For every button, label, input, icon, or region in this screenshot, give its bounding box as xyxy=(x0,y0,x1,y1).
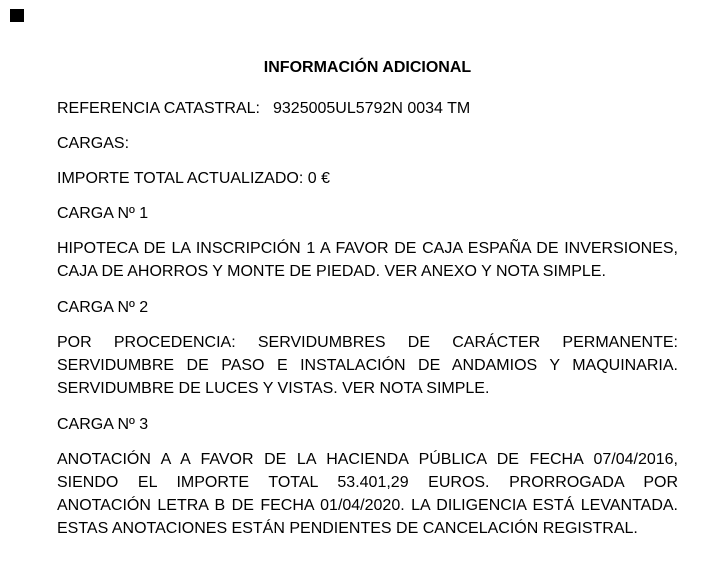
carga-2-description xyxy=(57,331,678,400)
document-page xyxy=(57,56,678,553)
carga-block-2 xyxy=(57,296,678,400)
referencia-catastral-value: 9325005UL5792N 0034 TM xyxy=(273,100,471,117)
importe-total-line: IMPORTE TOTAL ACTUALIZADO: 0 € xyxy=(57,170,330,187)
carga-1-description xyxy=(57,237,678,283)
paragraph-line: SERVIDUMBRE DE PASO E INSTALACIÓN DE ANDAMIOS Y MAQUINARIA. xyxy=(57,357,678,374)
referencia-catastral-label: REFERENCIA CATASTRAL: xyxy=(57,100,260,117)
paragraph-line: ANOTACIÓN LETRA B DE FECHA 01/04/2020. LA DILIGENCIA ESTÁ LEVANTADA. xyxy=(57,497,678,514)
document-title: INFORMACIÓN ADICIONAL xyxy=(263,59,472,76)
paragraph-line: ESTAS ANOTACIONES ESTÁN PENDIENTES DE CANCELACIÓN REGISTRAL. xyxy=(57,520,638,537)
carga-1-heading: CARGA Nº 1 xyxy=(57,205,149,222)
corner-marker-square xyxy=(10,9,24,22)
carga-3-heading: CARGA Nº 3 xyxy=(57,416,149,433)
paragraph-line: SERVIDUMBRE DE LUCES Y VISTAS. VER NOTA SIMPLE. xyxy=(57,380,490,397)
paragraph-line: ANOTACIÓN A A FAVOR DE LA HACIENDA PÚBLICA DE FECHA 07/04/2016, xyxy=(57,451,678,468)
paragraph-line: POR PROCEDENCIA: SERVIDUMBRES DE CARÁCTER PERMANENTE: xyxy=(57,334,678,351)
paragraph-line: CAJA DE AHORROS Y MONTE DE PIEDAD. VER ANEXO Y NOTA SIMPLE. xyxy=(57,263,606,280)
cargas-section-label: CARGAS: xyxy=(57,135,130,152)
paragraph-line: HIPOTECA DE LA INSCRIPCIÓN 1 A FAVOR DE CAJA ESPAÑA DE INVERSIONES, xyxy=(57,240,678,257)
paragraph-line: SIENDO EL IMPORTE TOTAL 53.401,29 EUROS. PRORROGADA POR xyxy=(57,474,678,491)
carga-3-description xyxy=(57,448,678,540)
carga-2-heading: CARGA Nº 2 xyxy=(57,299,149,316)
carga-block-3 xyxy=(57,413,678,540)
carga-block-1 xyxy=(57,202,678,283)
referencia-catastral-line xyxy=(57,97,678,120)
